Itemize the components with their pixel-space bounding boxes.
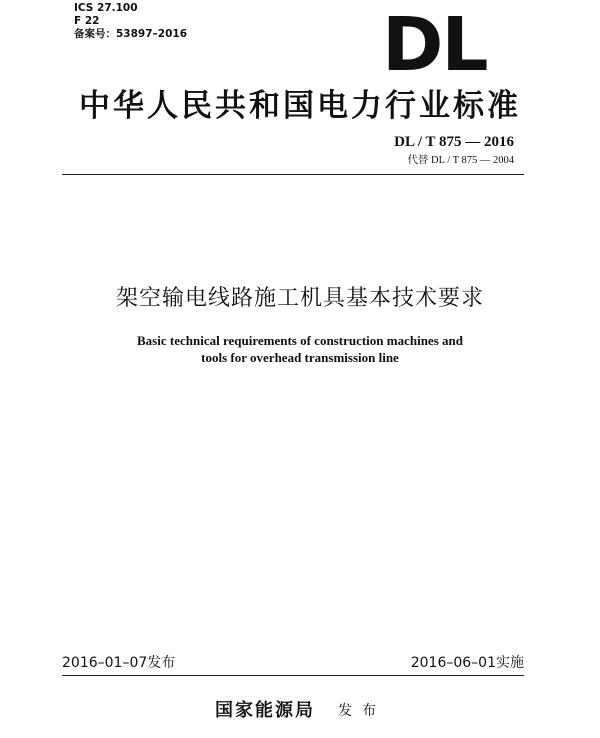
issue-label: 发布 xyxy=(338,703,386,719)
document-title-english-line2: tools for overhead transmission line xyxy=(201,350,399,365)
replaces-standard: 代替 DL / T 875 — 2004 xyxy=(407,155,514,166)
classification-code: F 22 xyxy=(74,15,100,27)
document-title-chinese: 架空输电线路施工机具基本技术要求 xyxy=(115,286,484,311)
implementation-date: 2016–06–01实施 xyxy=(410,655,524,671)
document-title-english-line1: Basic technical requirements of construction machines and xyxy=(137,333,463,348)
top-divider xyxy=(62,174,524,175)
dl-logo xyxy=(380,10,490,72)
issuing-authority: 国家能源局 xyxy=(215,700,315,721)
organization-title: 中华人民共和国电力行业标准 xyxy=(79,88,521,124)
record-number: 备案号：53897–2016 xyxy=(74,28,188,40)
dl-logo-text: DL xyxy=(382,10,487,72)
ics-code: ICS 27.100 xyxy=(74,2,138,14)
standard-number: DL / T 875 — 2016 xyxy=(394,134,514,150)
issue-date: 2016–01–07发布 xyxy=(62,655,176,671)
bottom-divider xyxy=(62,675,524,676)
